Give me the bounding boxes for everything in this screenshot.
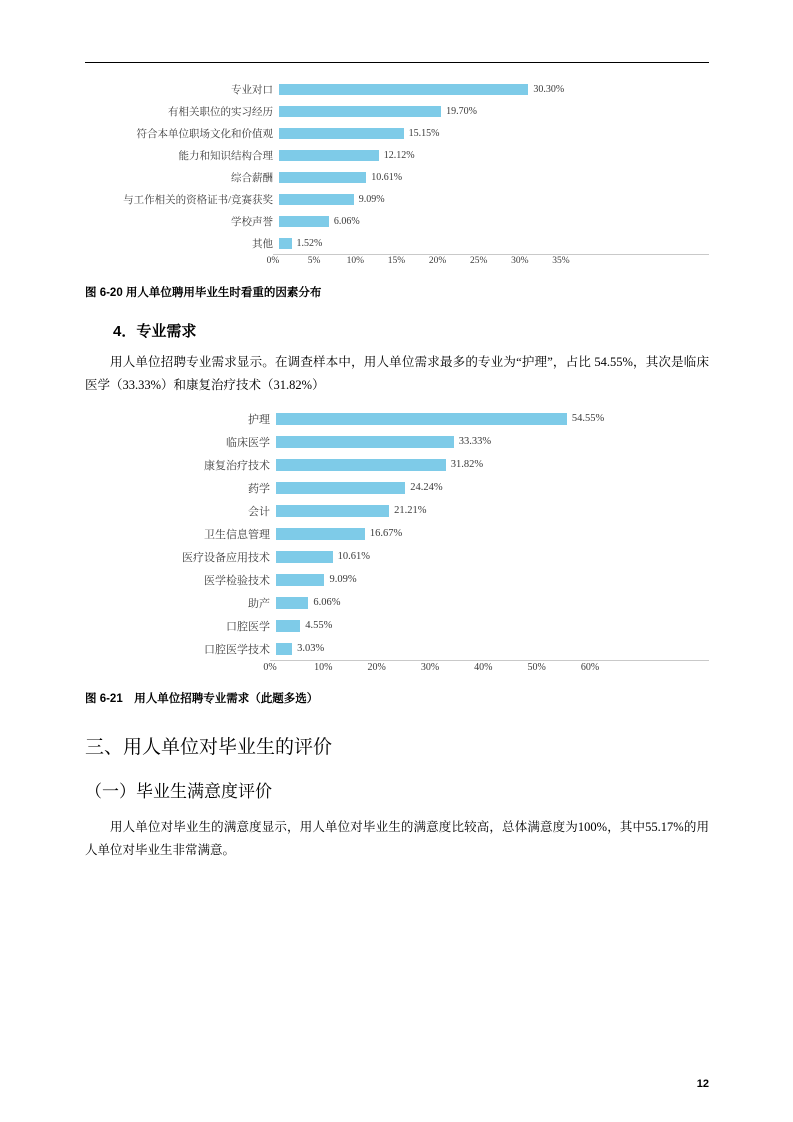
bar-category-label: 与工作相关的资格证书/竞赛获奖: [123, 194, 273, 206]
bar: [279, 84, 528, 95]
chart-bar-row: [85, 614, 709, 637]
bar: [276, 505, 389, 517]
bar-category-label: 口腔医学技术: [204, 643, 270, 656]
axis-tick: 15%: [387, 256, 406, 266]
bar-track: [276, 430, 709, 453]
bar-category-label: 助产: [248, 597, 270, 610]
axis-tick: 25%: [469, 256, 488, 266]
axis-tick: 30%: [511, 256, 529, 266]
chart-factors-valued: [85, 78, 709, 272]
bar-category-label: 药学: [248, 482, 270, 495]
bar-value-label: 19.70%: [446, 105, 477, 117]
bar-track: [276, 637, 709, 660]
axis-tick: 5%: [307, 256, 321, 266]
axis-label-gutter: [85, 254, 273, 272]
bar-value-label: 16.67%: [369, 528, 403, 540]
bar: [276, 528, 365, 540]
axis-label-gutter: [85, 660, 270, 678]
chart-bar-row: [85, 637, 709, 660]
bar: [279, 194, 354, 205]
bar-category-label: 口腔医学: [226, 620, 270, 633]
chart-bar-row: [85, 210, 709, 232]
chart-bar-row: [85, 453, 709, 476]
bar-value-label: 30.30%: [533, 83, 565, 95]
bar-value-label: 10.61%: [337, 551, 370, 563]
axis-tick: 20%: [428, 256, 447, 266]
bar-track: [279, 144, 709, 166]
subsection-heading-one: （一）毕业生满意度评价: [85, 782, 272, 802]
section-heading-three: 三、用人单位对毕业生的评价: [85, 737, 333, 759]
axis-tick: 0%: [263, 662, 277, 674]
header-rule: [85, 62, 709, 63]
chart-bar-row: [85, 122, 709, 144]
bar-track: [279, 166, 709, 188]
chart-bar-row: [85, 476, 709, 499]
section-heading-4: 4．专业需求: [113, 323, 197, 340]
bar: [279, 172, 366, 183]
bar-category-label: 护理: [248, 413, 270, 426]
axis-tick-labels: [263, 660, 709, 678]
chart-bar-row: [85, 407, 709, 430]
axis-line: [270, 660, 709, 661]
bar-track: [276, 499, 709, 522]
axis-tick: 0%: [266, 256, 280, 266]
bar-category-label: 卫生信息管理: [204, 528, 270, 541]
bar: [276, 574, 324, 586]
chart-bar-row: [85, 144, 709, 166]
page-number: 12: [696, 1078, 709, 1090]
bar-value-label: 3.03%: [297, 643, 325, 655]
axis-tick-labels: [266, 254, 709, 272]
bar: [279, 128, 404, 139]
bar: [279, 216, 329, 227]
bar-track: [279, 100, 709, 122]
page-content: [85, 78, 709, 867]
bar: [279, 238, 292, 249]
bar-category-label: 医学检验技术: [204, 574, 270, 587]
bar: [279, 150, 379, 161]
bar-category-label: 其他: [252, 238, 273, 250]
bar-category-label: 专业对口: [231, 84, 273, 96]
bar-track: [276, 591, 709, 614]
bar-track: [276, 568, 709, 591]
bar-track: [276, 545, 709, 568]
bar-value-label: 1.52%: [296, 237, 323, 249]
bar-track: [276, 476, 709, 499]
bar-track: [279, 122, 709, 144]
bar-category-label: 有相关职位的实习经历: [168, 106, 273, 118]
bar-value-label: 33.33%: [458, 436, 492, 448]
bar-track: [276, 453, 709, 476]
chart-bar-row: [85, 430, 709, 453]
bar-category-label: 学校声誉: [231, 216, 273, 228]
bar-value-label: 10.61%: [371, 171, 403, 183]
chart-bar-row: [85, 545, 709, 568]
bar-value-label: 4.55%: [305, 620, 333, 632]
axis-tick: 20%: [367, 662, 386, 674]
bar-value-label: 15.15%: [408, 127, 440, 139]
axis-tick: 40%: [474, 662, 493, 674]
chart-bar-row: [85, 166, 709, 188]
axis-tick: 10%: [346, 256, 364, 266]
chart-bar-row: [85, 100, 709, 122]
chart-major-demand: [85, 407, 709, 678]
bar: [276, 436, 454, 448]
bar: [279, 106, 441, 117]
axis-tick: 60%: [580, 662, 600, 674]
bar-value-label: 9.09%: [358, 193, 385, 205]
bar-category-label: 符合本单位职场文化和价值观: [136, 128, 273, 140]
chart-bar-row: [85, 78, 709, 100]
bar: [276, 551, 333, 563]
bar-value-label: 31.82%: [450, 459, 484, 471]
bar-category-label: 综合薪酬: [231, 172, 273, 184]
paragraph-major-demand: 用人单位招聘专业需求显示。在调查样本中，用人单位需求最多的专业为“护理”，占比 54.55%，其次是临床医学（33.33%）和康复治疗技术（31.82%）: [85, 355, 709, 393]
bar-value-label: 24.24%: [410, 482, 443, 494]
bar-track: [279, 232, 709, 254]
paragraph-satisfaction: 用人单位对毕业生的满意度显示，用人单位对毕业生的满意度比较高，总体满意度为100%，其中55.17%的用人单位对毕业生非常满意。: [85, 820, 709, 858]
bar: [276, 413, 567, 425]
axis-line: [273, 254, 709, 255]
chart-bar-row: [85, 591, 709, 614]
chart-bar-row: [85, 232, 709, 254]
chart-bar-row: [85, 499, 709, 522]
bar-value-label: 9.09%: [329, 574, 357, 586]
chart-x-axis: [85, 660, 709, 678]
bar-value-label: 12.12%: [383, 149, 415, 161]
figure-caption-6-20: 图 6-20 用人单位聘用毕业生时看重的因素分布: [85, 287, 322, 299]
chart-bar-row: [85, 568, 709, 591]
bar-track: [279, 210, 709, 232]
bar-track: [276, 407, 709, 430]
bar-track: [276, 614, 709, 637]
axis-tick: 50%: [527, 662, 546, 674]
chart-bar-row: [85, 522, 709, 545]
chart-bar-row: [85, 188, 709, 210]
bar-value-label: 6.06%: [333, 215, 360, 227]
bar-value-label: 54.55%: [571, 413, 605, 425]
bar: [276, 643, 292, 655]
axis-tick: 35%: [552, 256, 570, 266]
chart-x-axis: [85, 254, 709, 272]
chart-bars-area: [85, 78, 709, 254]
bar-value-label: 21.21%: [394, 505, 427, 517]
bar-track: [279, 188, 709, 210]
bar-category-label: 医疗设备应用技术: [182, 551, 270, 564]
bar: [276, 459, 446, 471]
bar-track: [279, 78, 709, 100]
bar-category-label: 会计: [248, 505, 270, 518]
bar-track: [276, 522, 709, 545]
bar: [276, 597, 308, 609]
bar-category-label: 能力和知识结构合理: [178, 150, 273, 162]
chart-bars-area: [85, 407, 709, 660]
axis-tick: 30%: [420, 662, 440, 674]
bar-value-label: 6.06%: [313, 597, 341, 609]
figure-caption-6-21: 图 6-21 用人单位招聘专业需求（此题多选）: [85, 693, 319, 706]
bar: [276, 482, 405, 494]
bar: [276, 620, 300, 632]
axis-tick: 10%: [314, 662, 333, 674]
bar-category-label: 康复治疗技术: [204, 459, 270, 472]
bar-category-label: 临床医学: [226, 436, 270, 449]
